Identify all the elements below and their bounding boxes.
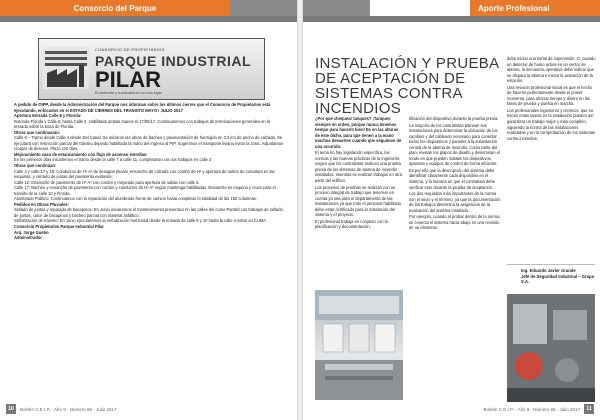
subheading: Obras que continúan: (14, 163, 57, 169)
factory-icon (43, 47, 89, 89)
paragraph: Los dos requisitos más importantes de la norma son el inicio y el término, ya que la documentación de los trabajos determina la asignación de la evaluación del sistema instalado. (409, 191, 501, 213)
signature-org: Consorcio Propietarios Parque Industrial Pilar (14, 224, 104, 230)
author-role: Jefe de Seguridad Industrial – Grupo S.A. (521, 273, 595, 285)
paragraph: Una revisión profesional inicial es que el hecho de hacerlo perfectamente desde el primer momento, para ahorrar tiempo y dinero en las fases de prueba y puesta en marcha. (507, 84, 593, 107)
paragraph: Alumbrado Público: Continuamos con la reparación del alumbrado frente de camino hasta completar la totalidad de las 150 columnas. (14, 196, 258, 202)
paragraph: En los primeros días iniciaremos el tramo desde la calle 7 a calle 11, completando con los trabajos en calle 3. (14, 157, 213, 163)
paragraph: El tema no hay legislación específica, las normas y las buenas prácticas de la ingeniería exigen que los contratistas realicen una prueba previa de los sistemas de alarma de incendio instalados, mientras se realizan trabajos en otra parte del edificio. (315, 150, 402, 184)
paragraph: debe iniciar una señal de supervisión. O, cuando un detector de humo activa en un sector de alarma, la secuencia operativa debe indicar que se dispara la alarma e iniciar la activación de la estación. (507, 56, 596, 84)
footer-text: Boletín C.E.I.P. · Año 9 · Número 86 · Julio 2017 (483, 406, 580, 412)
left-gray-band (0, 16, 297, 22)
subheading: Mejoramiento vaso de estancamiento con flujo de ascenso estrellas: (14, 151, 148, 157)
left-article-body (14, 102, 284, 241)
right-gray-band (303, 16, 600, 22)
paragraph: Calle 12: Ensanche de pavimento de Hº Aº con cordón y mejorado para apertura de salida con calle 5. (14, 179, 200, 185)
page-number: 10 (6, 404, 16, 414)
intro-paragraph: A pedido de OIPP, desde la Administración del Parque nos informan sobre los últimos cierres que el Consorcio de Propietarios está ejecutando, enfocados en el ESTADO DE CIERRES DEL TRANSITO MAYO / JULIO 2017 (14, 102, 271, 113)
paragraph: Rotonda Florida y Calle 8, hasta Calle 4. Habilitada ambas manos el 17/05/17. Continuaremos con trabajos de terminaciones generales en la entrada sobre la traza de Florida. (14, 118, 271, 130)
paragraph: Calle 17: Bacheo y ensanche de pavimento con cordón y conductos de Hº Aº según mantenga habilitadas. Ensanche en esquina y cruce para el tránsito de la calle 10 y Florida. (14, 185, 276, 196)
logo-pretitle: CONSORCIO DE PROPIETARIOS (95, 47, 165, 52)
logo-tagline: El ambiente y la industria en un solo lugar. (95, 91, 163, 95)
paragraph: La mayoría de los contratistas planean sus instalaciones para determinar la ubicación de los cambios y del cableado necesario para conectar todos los dispositivos y paneles a la subestación central de la alarma de incendio. Como parte del plan, revisan los planos de diseño y determinan el modo en que pueden instalar los dispositivos, aparatos y equipos de control de forma eficiente. (409, 122, 500, 167)
article-column-2 (409, 116, 501, 232)
logo-title: PARQUE INDUSTRIAL (95, 53, 252, 69)
equipment-photo (507, 294, 595, 402)
left-page (0, 0, 297, 420)
photo-illustration-icon (507, 294, 595, 402)
right-header-title: Aporte Profesional (478, 3, 550, 13)
photo-illustration-icon (315, 290, 403, 400)
footer-text: Boletín C.E.I.P. · Año 9 · Número 86 · Julio 2017 (20, 406, 117, 412)
lead-paragraph: ¿Por qué chequear tanques? ¡Tanques siempre en orden, porque nunca tenemos tiempo para hacerlo bien! Es en las alturas de este dicho, para que tienen a la mano muchos desastres cuando que seguimos de una ocurrido. (315, 116, 402, 149)
paragraph: Los profesionales ingenieros y técnicos, que no hacen estas tareas en la instalación pueden así garantizar un trabajo mejor y más completo, siguiendo la norma de las instalaciones realizadas y en la comprobación de los sistemas contra incendios. (507, 107, 596, 141)
left-footer (6, 404, 116, 414)
paragraph: Calle 3 y calle 17 y 18: Conductos de Hº Aº de desagüe pluvial, ensanche de calzada con cordón de Hº y apertura de radios de curvatura en las esquinas, y cerrado de juntas del pavimento existente. (14, 168, 275, 180)
author-block (521, 268, 600, 285)
right-footer (484, 404, 594, 414)
signature-role: Administrador (14, 235, 42, 241)
paragraph: Calle 8 – Tramo desde Calle 4 desde Del Canal: Se iniciaron las obras de bacheo y pavimentación de hormigón en 3,2 km de ancho de calzada. Se ejecutará con restricción parcial del tránsito dejando habilitada la mano del ingreso al PIP. Sugerimos el transporte liviano evitar la zona. Adjuntamos croquis de desvíos. Plazo 110 días. (14, 135, 284, 152)
signature-name: Arq. Jorge Guebo (14, 229, 49, 235)
paragraph: Por ejemplo, cuando al probar dentro de la norma, se conecta el sistema hacia abajo en una revisión de un elemento. (409, 214, 501, 231)
author-divider (507, 264, 595, 265)
parque-pilar-logo (38, 38, 265, 100)
subheading: Apertura Entrada Calle 8 y Florida: (14, 113, 82, 119)
paragraph: Es por ello que la descripción del sistema debe identificar claramente cada dispositivo en el sistema, y la manera en que el contratista debe verificar esto durante la prueba de aceptación. (409, 167, 496, 190)
subheading: Obras que continuarán: (14, 129, 61, 135)
paragraph: tificación del dispositivo durante la prueba previa. (409, 116, 499, 121)
article-column-1 (315, 116, 403, 231)
paragraph: Los procesos de pruebas se realizan con un proceso integral de trabajo que tenemos en cuenta ya sea para el departamento de las instalaciones ya que todo el personal habilitado debe estar certificado para la instalación del sistema y el proyecto. (315, 184, 402, 218)
page-number: 11 (584, 404, 594, 414)
article-title: INSTALACIÓN Y PRUEBA DE ACEPTACIÓN DE SISTEMAS CONTRA INCENDIOS (315, 55, 499, 117)
subheading: Pedidos en Obras Pluviales: (14, 201, 70, 207)
article-column-3 (507, 56, 597, 142)
paragraph: Sellado de juntas y reparado de bacapinos: En Junio iniciaremos el mantenimiento preventivo en las calles del curso Pantrid con trabajos de sellado de juntas, calce de bacapinos y bacheo parcial con material asfáltico. (14, 207, 283, 218)
paragraph: Señalización de tránsito: En Junio ejecutaremos la señalización horizontal desde la entrada de calle 8 y 10 hasta la calle 4 sobre su CUMA. (14, 218, 268, 224)
left-header-bar (0, 0, 230, 16)
control-room-photo (315, 290, 403, 400)
left-header-title: Consorcio del Parque (73, 3, 157, 13)
author-name: Ing. Eduardo Javier Grande (521, 268, 576, 273)
paragraph: El profesional trabaja en conjunto con la planificación y documentación. (315, 218, 388, 230)
logo-name: PILAR (95, 67, 161, 92)
right-header-bar (470, 0, 600, 16)
right-page (303, 0, 600, 420)
